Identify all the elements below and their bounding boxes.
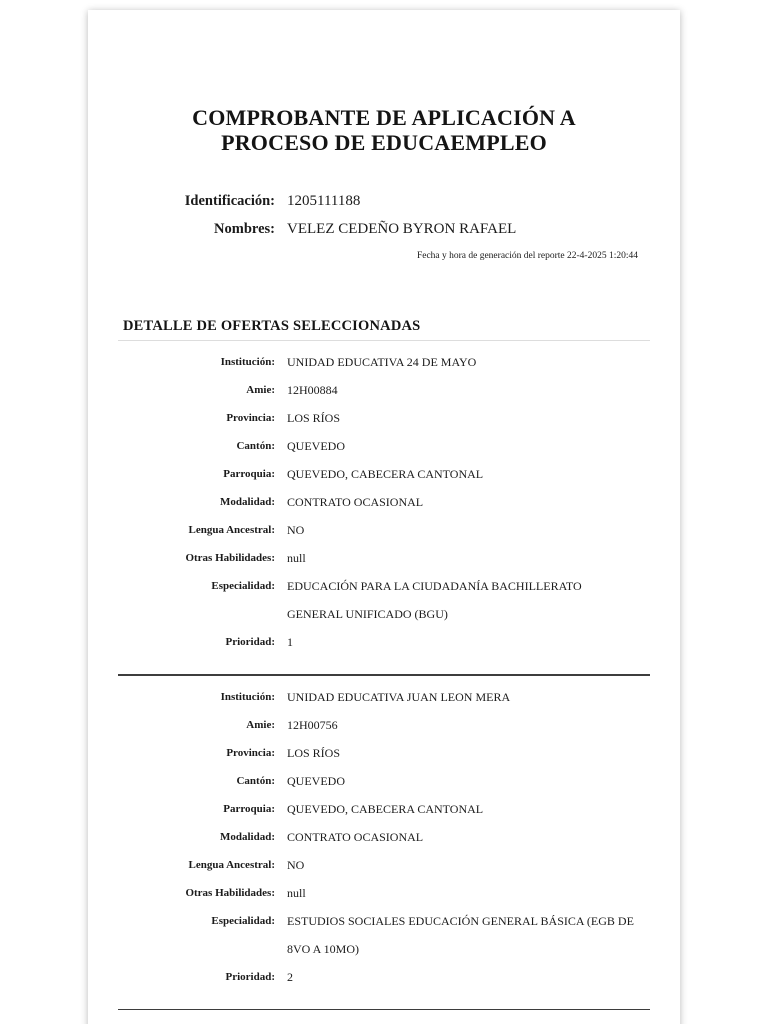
offer-field-row: [118, 711, 650, 739]
field-label: Institución:: [220, 356, 275, 368]
field-label: Especialidad:: [211, 580, 275, 592]
field-value: QUEVEDO, CABECERA CANTONAL: [287, 467, 484, 481]
offer-field-row: [118, 488, 650, 516]
identification-row: [88, 187, 680, 215]
offer-field-row: [118, 628, 650, 656]
field-value: null: [287, 551, 306, 565]
field-value: QUEVEDO: [287, 439, 345, 453]
offer-field-row: [118, 404, 650, 432]
field-value: UNIDAD EDUCATIVA 24 DE MAYO: [287, 355, 477, 369]
names-label: Nombres:: [214, 221, 275, 237]
offers-list: [118, 341, 650, 1010]
offer-field-row: [118, 544, 650, 572]
field-label: Otras Habilidades:: [185, 886, 275, 899]
field-label: Modalidad:: [219, 496, 275, 508]
offer-field-row: [118, 795, 650, 823]
report-page: [88, 10, 680, 1024]
field-value: CONTRATO OCASIONAL: [287, 495, 424, 509]
names-value: VELEZ CEDEÑO BYRON RAFAEL: [287, 221, 517, 237]
field-label: Amie:: [246, 384, 275, 396]
field-label: Prioridad:: [225, 636, 275, 648]
field-label: Provincia:: [226, 412, 275, 424]
field-value: ESTUDIOS SOCIALES EDUCACIÓN GENERAL BÁSICA (EGB DE 8VO A 10MO): [287, 913, 634, 956]
names-row: [88, 215, 680, 243]
report-generated-note: Fecha y hora de generación del reporte 22-4-2025 1:20:44: [416, 251, 638, 261]
offer-field-row: [118, 739, 650, 767]
record-separator: [118, 1009, 650, 1011]
offer-field-row: [118, 767, 650, 795]
field-label: Parroquia:: [223, 802, 275, 815]
identification-label: Identificación:: [184, 193, 275, 209]
offer-field-row: [118, 460, 650, 488]
offer-field-row: [118, 376, 650, 404]
field-label: Cantón:: [236, 440, 275, 452]
field-value: LOS RÍOS: [287, 745, 341, 760]
field-label: Institución:: [220, 690, 275, 703]
report-title-line-2: PROCESO DE EDUCAEMPLEO: [221, 130, 547, 155]
field-value: 2: [287, 969, 293, 984]
field-value: NO: [287, 857, 305, 872]
offer-field-row: [118, 683, 650, 711]
offer-field-row: [118, 963, 650, 991]
offer-field-row: [118, 572, 650, 628]
offer-field-row: [118, 823, 650, 851]
offer-record: [118, 676, 650, 991]
field-value: CONTRATO OCASIONAL: [287, 829, 424, 844]
offer-field-row: [118, 907, 650, 963]
field-label: Amie:: [246, 718, 275, 731]
field-label: Especialidad:: [211, 914, 275, 927]
field-label: Lengua Ancestral:: [188, 858, 275, 871]
field-label: Provincia:: [226, 746, 275, 759]
field-label: Lengua Ancestral:: [188, 524, 275, 536]
offer-field-row: [118, 348, 650, 376]
offer-field-row: [118, 432, 650, 460]
section-title: DETALLE DE OFERTAS SELECCIONADAS: [123, 318, 421, 334]
offer-field-row: [118, 879, 650, 907]
offer-record: [118, 341, 650, 656]
field-value: 12H00756: [287, 717, 338, 732]
field-label: Otras Habilidades:: [185, 552, 275, 564]
field-value: EDUCACIÓN PARA LA CIUDADANÍA BACHILLERATO GENERAL UNIFICADO (BGU): [287, 579, 582, 621]
field-value: null: [287, 885, 306, 900]
field-label: Cantón:: [236, 774, 275, 787]
identification-value: 1205111188: [287, 193, 361, 209]
field-label: Prioridad:: [225, 970, 275, 983]
field-value: 1: [287, 635, 293, 649]
offer-field-row: [118, 516, 650, 544]
applicant-identity-block: [88, 187, 680, 243]
offer-field-row: [118, 851, 650, 879]
report-title: [88, 10, 680, 155]
field-value: NO: [287, 523, 305, 537]
field-label: Parroquia:: [223, 468, 275, 480]
field-value: QUEVEDO: [287, 773, 345, 788]
field-label: Modalidad:: [219, 830, 275, 843]
report-title-line-1: COMPROBANTE DE APLICACIÓN A: [192, 105, 576, 130]
field-value: UNIDAD EDUCATIVA JUAN LEON MERA: [287, 689, 511, 704]
field-value: QUEVEDO, CABECERA CANTONAL: [287, 801, 484, 816]
field-value: 12H00884: [287, 383, 338, 397]
field-value: LOS RÍOS: [287, 411, 341, 425]
